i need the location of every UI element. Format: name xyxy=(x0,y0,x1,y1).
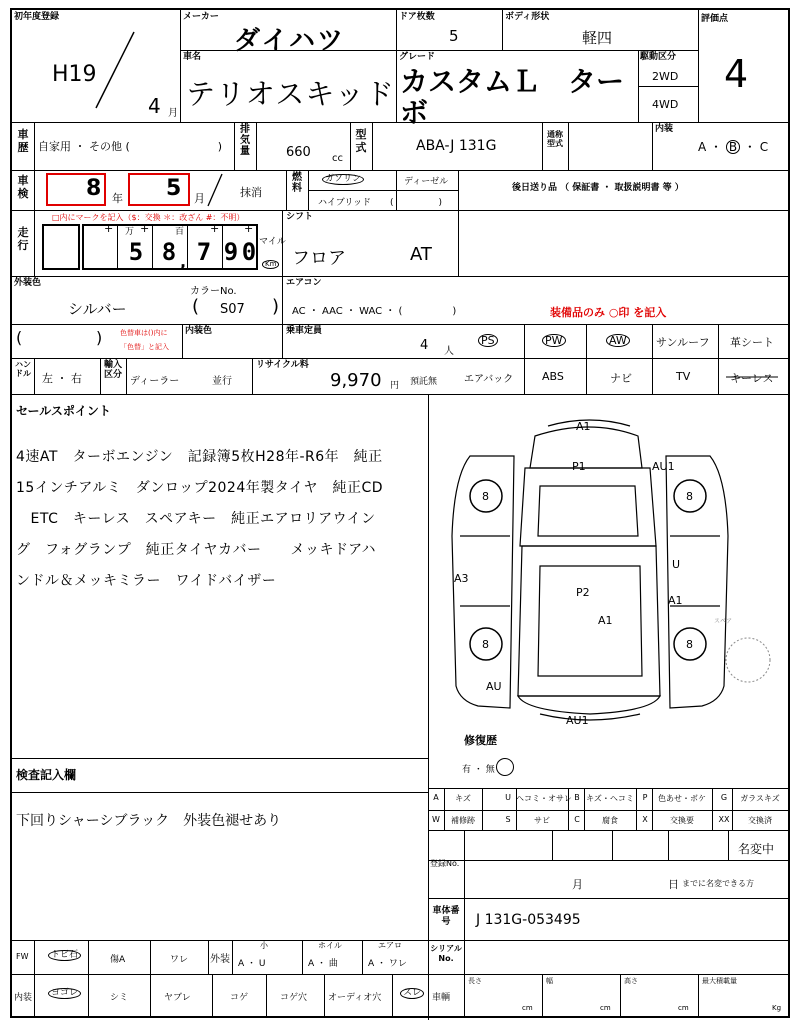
inspection-notes-text: 下回りシャーシブラック 外装色褪せあり xyxy=(16,813,282,829)
mileage-digit-3: 7 xyxy=(196,238,212,266)
legend-code: W xyxy=(432,815,440,824)
mileage-km-circled: Km xyxy=(262,260,279,269)
exterior-color-label: 外装色 xyxy=(14,278,42,288)
mileage-man: 万 xyxy=(125,227,135,237)
ac-label: エアコン xyxy=(286,278,322,288)
shift-label: シフト xyxy=(286,212,314,222)
transmission-value: AT xyxy=(410,244,432,265)
drive-4wd: 4WD xyxy=(652,98,679,111)
tire-rr: 8 xyxy=(686,638,693,651)
interior-grade-a: A xyxy=(698,140,707,154)
equip-sunroof: サンルーフ xyxy=(656,336,710,349)
capacity-label: 乗車定員 xyxy=(286,326,323,336)
legend-desc: 交換要 xyxy=(670,816,694,825)
keyless-strike xyxy=(722,366,782,388)
legend-code: B xyxy=(574,793,580,802)
capacity-value: 4 xyxy=(420,338,429,353)
repair-label: 修復歴 xyxy=(464,734,497,747)
legend-divider xyxy=(788,810,789,830)
car-name-value: テリオスキッド xyxy=(186,77,395,111)
handle-label: ハンドル xyxy=(15,360,31,378)
height-label: 高さ xyxy=(624,977,638,985)
width-label: 幅 xyxy=(546,977,553,985)
tire-rl: 8 xyxy=(482,638,489,651)
legend-divider xyxy=(482,810,483,830)
legend-desc: キズ xyxy=(455,794,471,803)
ext-aero-label: エアロ xyxy=(378,941,402,950)
car-name-label: 車名 xyxy=(183,52,202,62)
length-label: 長さ xyxy=(468,977,482,985)
fuel-other: ( ) xyxy=(390,198,443,208)
legend-desc: ガラスキズ xyxy=(740,794,780,803)
doors-value: 5 xyxy=(449,27,459,45)
recycle-unit: 円 xyxy=(390,381,400,391)
legend-divider xyxy=(636,788,637,810)
drive-label: 駆動区分 xyxy=(640,52,677,62)
fuel-label: 燃料 xyxy=(292,172,302,194)
inspection-month: 5 xyxy=(166,176,182,201)
ext-small-label: 小 xyxy=(260,941,268,950)
int-item-6 xyxy=(400,988,424,999)
mileage-hyaku: 百 xyxy=(175,227,185,237)
legend-divider xyxy=(584,788,585,810)
equip-aw xyxy=(606,334,630,347)
equip-navi: ナビ xyxy=(610,372,632,385)
fw-item-0 xyxy=(48,950,81,961)
reg-deadline: までに名変できる方 xyxy=(682,879,754,888)
color-no-paren-open: ( xyxy=(192,296,200,317)
equip-tv: TV xyxy=(676,370,691,383)
interior-color-label: 内装色 xyxy=(185,326,213,336)
mileage-km xyxy=(262,260,279,269)
legend-divider xyxy=(652,810,653,830)
inspection-year-unit: 年 xyxy=(112,192,123,205)
ext-small-value: A ・ U xyxy=(238,959,266,969)
int-label: 内装 xyxy=(14,993,33,1003)
model-label: 型式 xyxy=(355,128,367,154)
equip-abs: ABS xyxy=(542,370,564,383)
color-change-paren-open: ( xyxy=(16,328,23,347)
equip-pw-circled: PW xyxy=(542,334,566,347)
inspection-label: 車検 xyxy=(17,174,29,200)
equipment-title: 装備品のみ ○印 を記入 xyxy=(550,306,667,319)
common-model-label: 通称型式 xyxy=(547,130,563,148)
slash-mark xyxy=(92,30,142,110)
length-unit: cm xyxy=(522,1004,533,1012)
color-no-value: S07 xyxy=(220,302,245,317)
size-label: 車輌 xyxy=(432,993,451,1003)
diag-label-a1-mid2: A1 xyxy=(598,614,613,627)
legend-code: XX xyxy=(718,815,730,824)
int-item-0 xyxy=(48,988,81,999)
sales-points-body xyxy=(16,442,422,597)
score-value: 4 xyxy=(724,52,749,96)
legend-divider xyxy=(712,810,713,830)
interior-grade-b: B xyxy=(726,140,740,154)
import-dealer: ディーラー xyxy=(130,376,180,387)
int-item-4: コゲ穴 xyxy=(280,993,308,1003)
import-parallel: 並行 xyxy=(212,376,232,387)
legend-code: G xyxy=(720,793,728,802)
equip-ps-circled: PS xyxy=(478,334,498,347)
ext-label: 外装 xyxy=(210,954,230,965)
legend-code: X xyxy=(642,815,648,824)
equip-keyless: キーレス xyxy=(730,372,774,385)
color-no-paren-close: ) xyxy=(272,296,280,317)
diag-label-a3: A3 xyxy=(454,572,469,585)
legend-desc: 補修跡 xyxy=(451,816,475,825)
legend-desc: ヘコミ・オサレ xyxy=(516,794,572,803)
color-change-note-1: 色替車は()内に xyxy=(120,329,168,337)
legend-divider xyxy=(636,810,637,830)
interior-grade-label: 内装 xyxy=(655,124,674,134)
legend-code: A xyxy=(433,793,439,802)
mileage-plus-4: + xyxy=(244,222,254,235)
ext-wheel-label: ホイル xyxy=(318,941,342,950)
recycle-label: リサイクル料 xyxy=(256,360,309,370)
diag-label-au: AU xyxy=(486,680,502,693)
first-reg-label: 初年度登録 xyxy=(14,12,60,22)
legend-divider xyxy=(516,788,517,810)
mileage-plus-1: + xyxy=(104,222,114,235)
first-reg-month-unit: 月 xyxy=(168,108,178,119)
mileage-digit-5: 0 xyxy=(241,238,257,266)
diag-label-au1-bottom: AU1 xyxy=(566,714,589,727)
int-item-0-circled: ヨゴレ xyxy=(48,988,81,999)
diag-label-u: U xyxy=(672,558,681,571)
mileage-plus-2: + xyxy=(140,222,150,235)
diag-label-a1-mid: A1 xyxy=(668,594,683,607)
mileage-digit-4: 9 xyxy=(223,238,239,266)
diag-label-spare: スペア xyxy=(714,618,733,625)
legend-desc: 色あせ・ボケ xyxy=(658,794,706,803)
equip-ps xyxy=(478,334,498,347)
ext-wheel-value: A ・ 曲 xyxy=(308,959,338,969)
sales-line-3: ETC キーレス スペアキー 純正エアロリアウイン xyxy=(16,511,376,527)
sales-line-2: 15インチアルミ ダンロップ2024年製タイヤ 純正CD xyxy=(16,480,384,496)
handle-value: 左 ・ 右 xyxy=(42,372,82,385)
repair-value: 有 ・ 無 xyxy=(462,765,495,775)
legend-code: S xyxy=(505,815,511,824)
tire-fr: 8 xyxy=(686,490,693,503)
legend-divider xyxy=(444,788,445,810)
body-value: 軽四 xyxy=(582,29,613,47)
inspection-slash xyxy=(204,172,224,208)
fuel-diesel: ディーゼル xyxy=(404,177,449,187)
legend-divider xyxy=(584,810,585,830)
diag-label-au1-right: AU1 xyxy=(652,460,675,473)
body-label: ボディ形状 xyxy=(505,12,550,22)
width-unit: cm xyxy=(600,1004,611,1012)
ac-value: AC ・ AAC ・ WAC ・ ( ) xyxy=(292,306,457,317)
legend-divider xyxy=(482,788,483,810)
mileage-box-0 xyxy=(42,224,80,270)
sales-points-title: セールスポイント xyxy=(16,404,111,418)
inspection-month-unit: 月 xyxy=(194,192,205,205)
weight-label: 最大積載量 xyxy=(702,977,737,985)
legend-desc: 腐食 xyxy=(602,816,618,825)
legend-divider xyxy=(712,788,713,810)
inspection-year: 8 xyxy=(86,176,102,201)
maker-value: ダイハツ xyxy=(234,26,345,56)
first-reg-year: H19 xyxy=(52,62,97,87)
tire-fl: 8 xyxy=(482,490,489,503)
legend-divider xyxy=(568,810,569,830)
recycle-value: 9,970 xyxy=(330,370,382,391)
equip-leather: 革シート xyxy=(730,336,774,349)
legend-desc: サビ xyxy=(534,816,550,825)
fw-item-1: 傷A xyxy=(110,955,126,965)
mileage-comma: , xyxy=(180,252,187,271)
fuel-hybrid: ハイブリッド xyxy=(318,198,372,208)
height-unit: cm xyxy=(678,1004,689,1012)
reg-month: 月 xyxy=(572,878,583,891)
history-value: 自家用 ・ その他 ( ) xyxy=(38,140,223,153)
grade-value: カスタムＬ ターボ xyxy=(400,65,625,129)
serial-label: シリアルNo. xyxy=(430,944,462,963)
int-item-3: コゲ xyxy=(230,993,249,1003)
sales-line-1: 4速AT ターボエンジン 記録簿5枚H28年-R6年 純正 xyxy=(16,449,383,465)
interior-grade-values: A ・ B ・ C xyxy=(698,140,769,154)
mileage-mile: マイル xyxy=(259,237,286,247)
repair-none-circle xyxy=(496,758,514,776)
legend-code: C xyxy=(574,815,580,824)
legend-desc: キズ・ヘコミ xyxy=(586,794,634,803)
ext-aero-value: A ・ ワレ xyxy=(368,959,407,969)
doors-label: ドア枚数 xyxy=(399,12,435,22)
drive-2wd: 2WD xyxy=(652,70,679,83)
fw-item-0-circled: トビ石 xyxy=(48,950,81,961)
reg-day: 日 xyxy=(668,878,679,891)
fuel-gasoline xyxy=(322,174,364,185)
equip-airbag: エアバック xyxy=(464,374,514,385)
int-item-6-circled: スレ xyxy=(400,988,424,999)
legend-code: P xyxy=(642,793,648,802)
vin-value: J 131G-053495 xyxy=(476,912,581,928)
legend-divider xyxy=(732,810,733,830)
mileage-digit-1: 5 xyxy=(128,238,144,266)
int-item-5: オーディオ穴 xyxy=(328,993,382,1003)
legend-divider xyxy=(568,788,569,810)
sales-line-4: グ フォグランプ 純正タイヤカバー メッキドアハ xyxy=(16,542,376,558)
legend-divider xyxy=(652,788,653,810)
weight-unit: Kg xyxy=(772,1004,782,1012)
inspection-notes-title: 検査記入欄 xyxy=(16,768,77,782)
mileage-digit-2: 8 xyxy=(161,238,177,266)
shift-value: フロア xyxy=(292,248,346,269)
import-label: 輸入区分 xyxy=(103,360,122,380)
mileage-label: 走行 xyxy=(17,226,29,252)
history-label: 車歴 xyxy=(17,128,29,154)
legend-divider xyxy=(516,810,517,830)
reg-no-label: 登録No. xyxy=(430,859,460,868)
sales-line-5: ンドル＆メッキミラー ワイドバイザー xyxy=(16,573,277,589)
fw-item-2: ワレ xyxy=(170,955,189,965)
first-reg-month: 4 xyxy=(148,94,161,118)
inspection-cancelled: 抹消 xyxy=(240,186,262,199)
vin-label: 車体番号 xyxy=(432,906,460,927)
diag-label-a1-top: A1 xyxy=(576,420,591,433)
displacement-value: 660 xyxy=(286,145,311,160)
int-item-2: ヤブレ xyxy=(164,993,191,1003)
legend-desc: 交換済 xyxy=(748,816,772,825)
interior-grade-c: C xyxy=(759,140,769,154)
legend-divider xyxy=(444,810,445,830)
capacity-unit: 人 xyxy=(444,346,454,357)
diag-label-p2: P2 xyxy=(576,586,590,599)
recycle-deposit: 預託無 xyxy=(410,377,438,387)
equip-pw xyxy=(542,334,566,347)
grade-label: グレード xyxy=(399,52,436,62)
displacement-label: 排気量 xyxy=(240,124,250,157)
model-value: ABA-J 131G xyxy=(416,138,497,154)
name-change: 名変中 xyxy=(738,842,775,856)
fw-label: FW xyxy=(16,952,29,961)
mileage-note: □内にマークを記入（$：交換 ＊：改ざん #：不明） xyxy=(52,213,245,222)
car-diagram xyxy=(430,396,788,786)
color-change-note-2: 「色替」と記入 xyxy=(120,343,169,351)
legend-divider xyxy=(788,788,789,810)
legend-code: U xyxy=(505,793,511,802)
legend-divider xyxy=(732,788,733,810)
diag-label-p1: P1 xyxy=(572,460,586,473)
fuel-gasoline-circled: ガソリン xyxy=(322,174,364,185)
maker-label: メーカー xyxy=(183,12,219,22)
score-label: 評価点 xyxy=(701,14,729,24)
displacement-unit: cc xyxy=(332,153,343,164)
int-item-1: シミ xyxy=(110,993,129,1003)
auction-sheet xyxy=(10,8,790,1018)
mileage-plus-3: + xyxy=(210,222,220,235)
equip-aw-circled: AW xyxy=(606,334,630,347)
exterior-color-value: シルバー xyxy=(68,300,127,318)
docs-label: 後日送り品 （ 保証書 ・ 取扱説明書 等 ） xyxy=(512,183,684,193)
color-no-label: カラーNo. xyxy=(190,286,237,297)
color-change-paren-close: ) xyxy=(96,328,103,347)
